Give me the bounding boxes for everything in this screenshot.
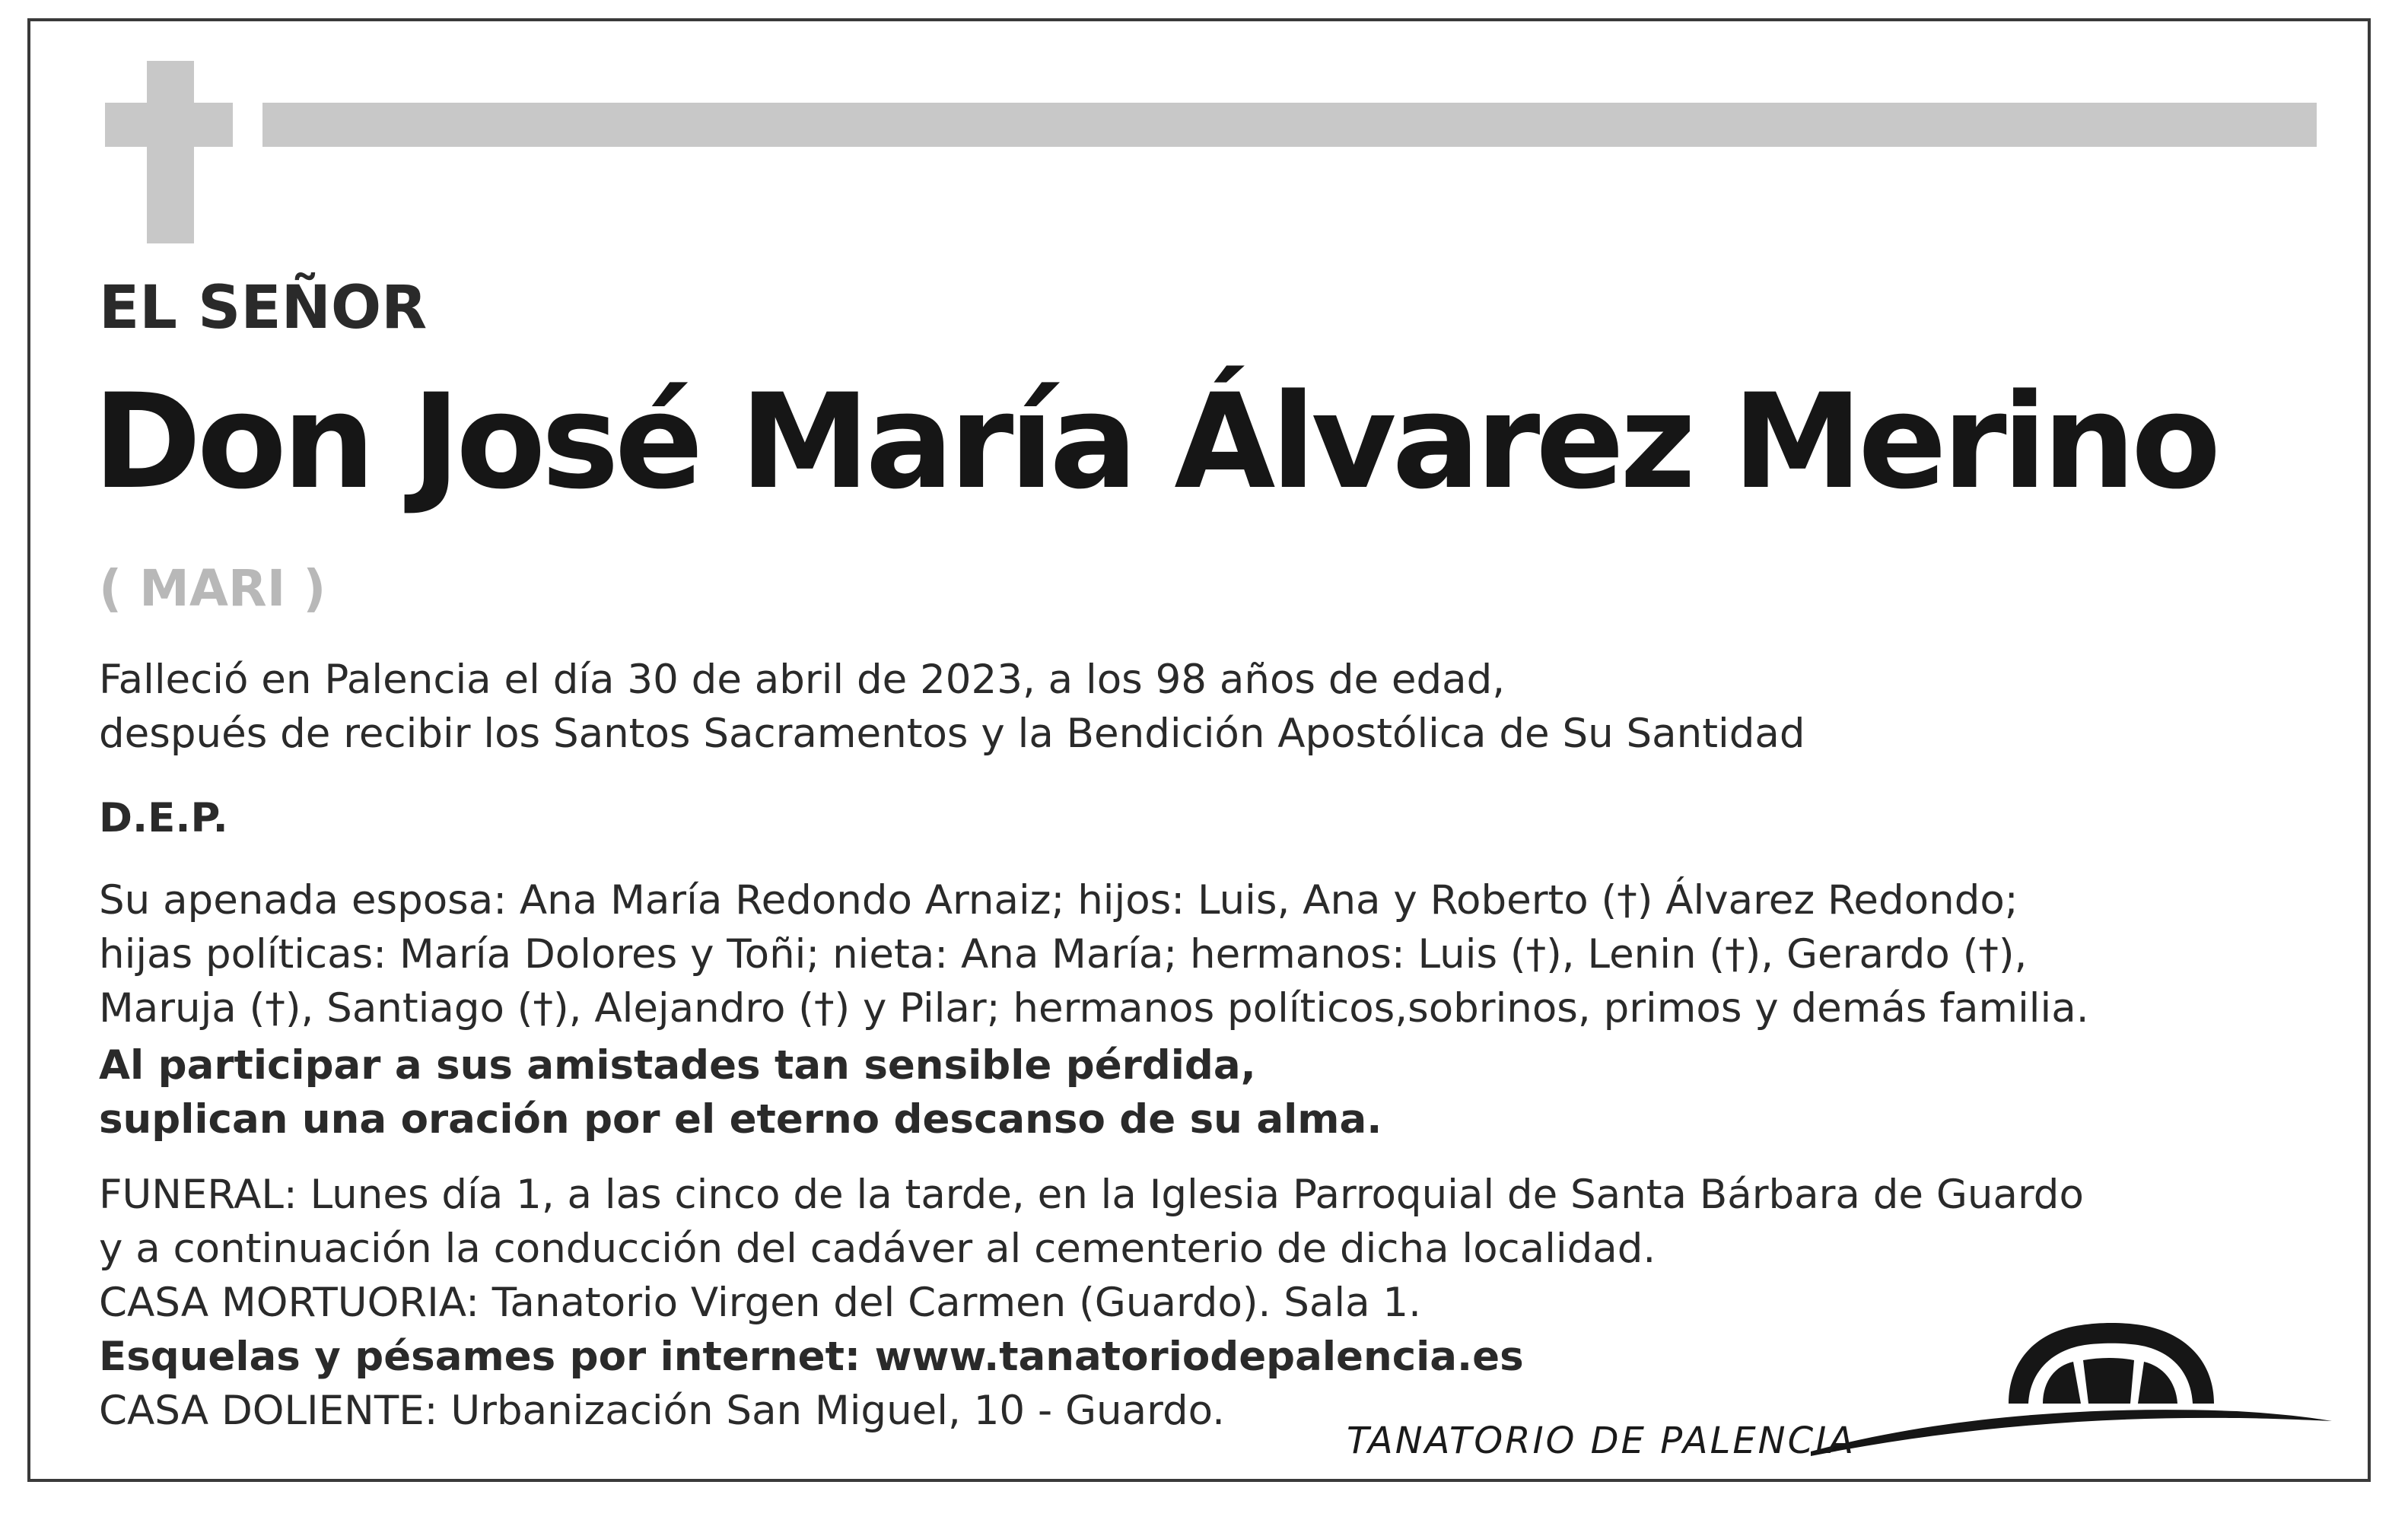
closing-message — [99, 1038, 1382, 1146]
nickname: ( MARI ) — [99, 559, 326, 618]
family-line: Su apenada esposa: Ana María Redondo Arnaiz; hijos: Luis, Ana y Roberto (†) Álvarez Redondo; — [99, 877, 2018, 924]
family-line: Maruja (†), Santiago (†), Alejandro (†) y Pilar; hermanos políticos,sobrinos, primos y demás familia. — [99, 985, 2089, 1032]
dep-label: D.E.P. — [99, 795, 228, 841]
cross-icon — [147, 61, 194, 243]
funeral-line: CASA MORTUORIA: Tanatorio Virgen del Carmen (Guardo). Sala 1. — [99, 1280, 1421, 1326]
funeral-line: FUNERAL: Lunes día 1, a las cinco de la tarde, en la Iglesia Parroquial de Santa Bárbara de Guardo — [99, 1172, 2084, 1218]
deceased-name: Don José María Álvarez Merino — [93, 365, 2217, 518]
internet-condolences-line: Esquelas y pésames por internet: www.tanatoriodepalencia.es — [99, 1334, 1524, 1380]
death-notice-line: Falleció en Palencia el día 30 de abril de 2023, a los 98 años de edad, — [99, 657, 1506, 703]
death-notice — [99, 653, 1805, 761]
honorific: EL SEÑOR — [99, 274, 428, 342]
family-line: hijas políticas: María Dolores y Toñi; nieta: Ana María; hermanos: Luis (†), Lenin (†), Gerardo (†), — [99, 931, 2028, 978]
tanatorio-logo-text: TANATORIO DE PALENCIA — [1347, 1420, 1856, 1462]
closing-line: Al participar a sus amistades tan sensible pérdida, — [99, 1042, 1256, 1089]
funeral-line: y a continuación la conducción del cadáver al cementerio de dicha localidad. — [99, 1226, 1656, 1272]
cross-icon-arm — [105, 103, 233, 147]
header-rule — [262, 103, 2317, 147]
closing-line: suplican una oración por el eterno descanso de su alma. — [99, 1096, 1382, 1143]
death-notice-line: después de recibir los Santos Sacramentos y la Bendición Apostólica de Su Santidad — [99, 711, 1805, 757]
funeral-line: CASA DOLIENTE: Urbanización San Miguel, 10 - Guardo. — [99, 1388, 1225, 1434]
family-list — [99, 873, 2089, 1035]
